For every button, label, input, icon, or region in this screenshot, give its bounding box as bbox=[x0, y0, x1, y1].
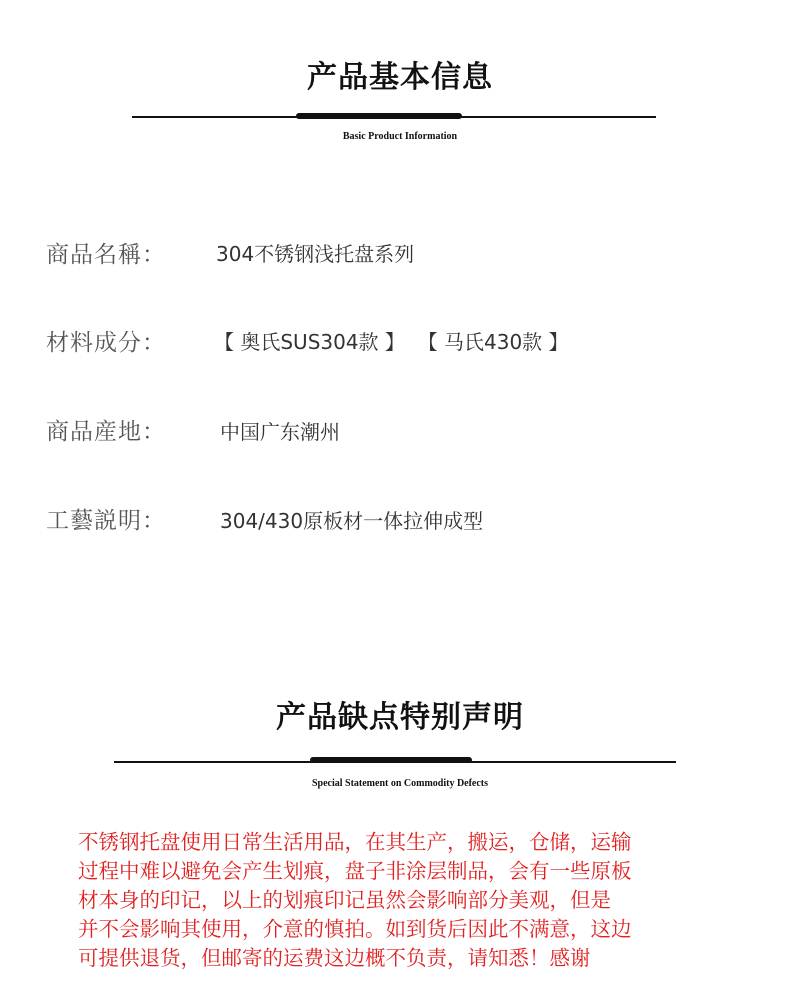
origin-label: 商品産地： bbox=[46, 419, 166, 445]
origin-value: 中国广东潮州 bbox=[220, 420, 340, 444]
notice-line: 可提供退货，但邮寄的运费这边概不负责，请知悉！感谢 bbox=[78, 946, 591, 970]
defect-statement-subtitle: Special Statement on Commodity Defects bbox=[311, 778, 489, 789]
basic-info-title: 产品基本信息 bbox=[307, 60, 493, 95]
defect-statement-title: 产品缺点特别声明 bbox=[276, 700, 524, 735]
material-label: 材料成分： bbox=[46, 330, 166, 356]
notice-line: 过程中难以避免会产生划痕，盘子非涂层制品，会有一些原板 bbox=[78, 859, 632, 883]
material-value: 【 奥氏SUS304款 】 【 马氏430款 】 bbox=[214, 330, 569, 354]
product-name-label: 商品名稱： bbox=[46, 242, 166, 268]
basic-info-subtitle: Basic Product Information bbox=[342, 131, 458, 142]
process-value: 304/430原板材一体拉伸成型 bbox=[220, 509, 484, 533]
defect-notice-text bbox=[78, 828, 738, 973]
defect-statement-divider-accent bbox=[310, 757, 472, 763]
product-name-value: 304不锈钢浅托盘系列 bbox=[216, 242, 415, 266]
notice-line: 材本身的印记，以上的划痕印记虽然会影响部分美观，但是 bbox=[78, 888, 611, 912]
process-label: 工藝説明： bbox=[46, 508, 166, 534]
basic-info-divider-accent bbox=[296, 113, 462, 119]
notice-line: 不锈钢托盘使用日常生活用品，在其生产，搬运，仓储，运输 bbox=[78, 830, 632, 854]
notice-line: 并不会影响其使用，介意的慎拍。如到货后因此不满意，这边 bbox=[78, 917, 632, 941]
